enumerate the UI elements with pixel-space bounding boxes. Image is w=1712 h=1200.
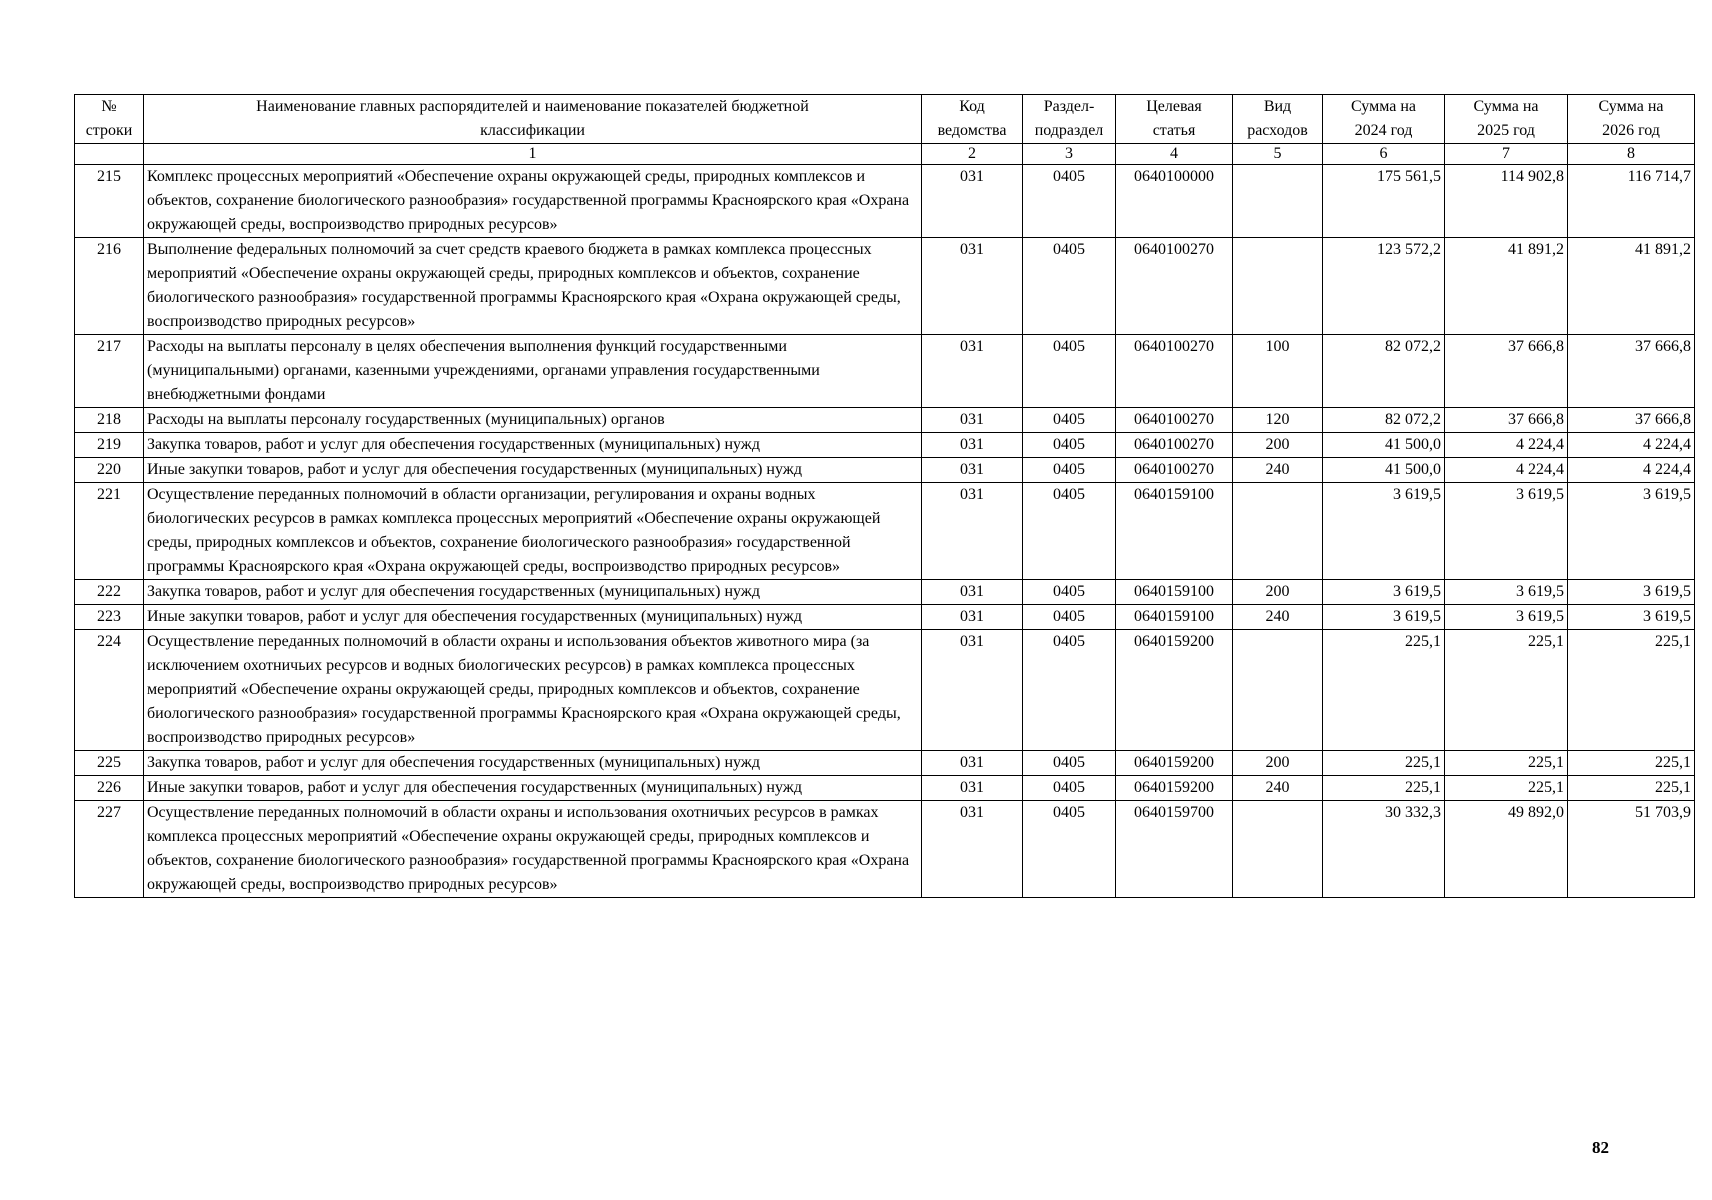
row-sum-2026: 225,1 (1568, 776, 1695, 801)
row-name: Иные закупки товаров, работ и услуг для обеспечения государственных (муниципальных) нужд (144, 605, 922, 630)
row-target: 0640100270 (1116, 458, 1233, 483)
row-dept-code: 031 (922, 483, 1023, 580)
row-number: 221 (75, 483, 144, 580)
row-sum-2025: 114 902,8 (1445, 165, 1568, 238)
row-expense-type (1233, 630, 1323, 751)
row-section: 0405 (1023, 801, 1116, 898)
header-dept-code: Код ведомства (922, 95, 1023, 144)
table-row (75, 408, 1695, 433)
row-section: 0405 (1023, 483, 1116, 580)
column-number: 2 (922, 144, 1023, 165)
row-number: 219 (75, 433, 144, 458)
column-number: 7 (1445, 144, 1568, 165)
row-dept-code: 031 (922, 458, 1023, 483)
row-expense-type: 120 (1233, 408, 1323, 433)
row-target: 0640100270 (1116, 335, 1233, 408)
row-sum-2025: 4 224,4 (1445, 433, 1568, 458)
row-target: 0640159100 (1116, 605, 1233, 630)
header-sum-2024: Сумма на 2024 год (1323, 95, 1445, 144)
row-number: 216 (75, 238, 144, 335)
row-expense-type: 100 (1233, 335, 1323, 408)
row-sum-2026: 3 619,5 (1568, 580, 1695, 605)
row-expense-type (1233, 801, 1323, 898)
row-dept-code: 031 (922, 776, 1023, 801)
row-expense-type: 200 (1233, 751, 1323, 776)
row-dept-code: 031 (922, 433, 1023, 458)
row-sum-2026: 37 666,8 (1568, 335, 1695, 408)
header-sum-2026: Сумма на 2026 год (1568, 95, 1695, 144)
row-dept-code: 031 (922, 751, 1023, 776)
row-sum-2025: 3 619,5 (1445, 605, 1568, 630)
row-number: 227 (75, 801, 144, 898)
row-name: Расходы на выплаты персоналу в целях обеспечения выполнения функций государственными (муниципальными) органами, казенными учреждениями, органами управления государственными внебюджетными фондами (144, 335, 922, 408)
row-name: Расходы на выплаты персоналу государственных (муниципальных) органов (144, 408, 922, 433)
row-sum-2026: 4 224,4 (1568, 433, 1695, 458)
row-section: 0405 (1023, 751, 1116, 776)
row-dept-code: 031 (922, 630, 1023, 751)
header-expense-type: Вид расходов (1233, 95, 1323, 144)
row-name: Иные закупки товаров, работ и услуг для обеспечения государственных (муниципальных) нужд (144, 776, 922, 801)
column-number: 1 (144, 144, 922, 165)
row-sum-2026: 225,1 (1568, 630, 1695, 751)
budget-table (74, 94, 1695, 898)
row-sum-2025: 49 892,0 (1445, 801, 1568, 898)
row-name: Закупка товаров, работ и услуг для обеспечения государственных (муниципальных) нужд (144, 580, 922, 605)
row-section: 0405 (1023, 335, 1116, 408)
row-number: 215 (75, 165, 144, 238)
row-section: 0405 (1023, 630, 1116, 751)
row-section: 0405 (1023, 605, 1116, 630)
row-expense-type (1233, 165, 1323, 238)
table-row (75, 776, 1695, 801)
row-sum-2025: 225,1 (1445, 630, 1568, 751)
row-name: Закупка товаров, работ и услуг для обеспечения государственных (муниципальных) нужд (144, 751, 922, 776)
row-sum-2024: 175 561,5 (1323, 165, 1445, 238)
row-target: 0640159100 (1116, 483, 1233, 580)
row-target: 0640100270 (1116, 238, 1233, 335)
row-sum-2026: 51 703,9 (1568, 801, 1695, 898)
row-expense-type: 240 (1233, 605, 1323, 630)
table-row (75, 483, 1695, 580)
table-row (75, 458, 1695, 483)
row-dept-code: 031 (922, 408, 1023, 433)
column-number: 3 (1023, 144, 1116, 165)
row-sum-2026: 41 891,2 (1568, 238, 1695, 335)
row-expense-type: 240 (1233, 458, 1323, 483)
row-sum-2024: 41 500,0 (1323, 458, 1445, 483)
row-section: 0405 (1023, 776, 1116, 801)
row-name: Выполнение федеральных полномочий за счет средств краевого бюджета в рамках комплекса процессных мероприятий «Обеспечение охраны окружающей среды, природных комплексов и объектов, сохранение биологического разнообразия» государственной программы Красноярского края «Охрана окружающей среды, воспроизводство природных ресурсов» (144, 238, 922, 335)
column-number: 4 (1116, 144, 1233, 165)
row-sum-2024: 123 572,2 (1323, 238, 1445, 335)
row-sum-2026: 225,1 (1568, 751, 1695, 776)
row-sum-2024: 30 332,3 (1323, 801, 1445, 898)
row-name: Комплекс процессных мероприятий «Обеспечение охраны окружающей среды, природных комплексов и объектов, сохранение биологического разнообразия» государственной программы Красноярского края «Охрана окружающей среды, воспроизводство природных ресурсов» (144, 165, 922, 238)
row-sum-2025: 37 666,8 (1445, 335, 1568, 408)
row-sum-2026: 3 619,5 (1568, 605, 1695, 630)
row-name: Иные закупки товаров, работ и услуг для обеспечения государственных (муниципальных) нужд (144, 458, 922, 483)
row-expense-type: 240 (1233, 776, 1323, 801)
column-number: 8 (1568, 144, 1695, 165)
row-section: 0405 (1023, 580, 1116, 605)
row-sum-2025: 37 666,8 (1445, 408, 1568, 433)
row-section: 0405 (1023, 408, 1116, 433)
table-row (75, 335, 1695, 408)
row-sum-2026: 3 619,5 (1568, 483, 1695, 580)
row-number: 225 (75, 751, 144, 776)
row-section: 0405 (1023, 238, 1116, 335)
row-name: Закупка товаров, работ и услуг для обеспечения государственных (муниципальных) нужд (144, 433, 922, 458)
header-sum-2025: Сумма на 2025 год (1445, 95, 1568, 144)
row-section: 0405 (1023, 165, 1116, 238)
row-dept-code: 031 (922, 801, 1023, 898)
row-target: 0640159200 (1116, 776, 1233, 801)
column-number (75, 144, 144, 165)
row-sum-2026: 116 714,7 (1568, 165, 1695, 238)
row-target: 0640159100 (1116, 580, 1233, 605)
row-dept-code: 031 (922, 335, 1023, 408)
row-sum-2025: 3 619,5 (1445, 483, 1568, 580)
row-expense-type: 200 (1233, 433, 1323, 458)
row-sum-2026: 37 666,8 (1568, 408, 1695, 433)
row-name: Осуществление переданных полномочий в области охраны и использования объектов животного мира (за исключением охотничьих ресурсов и водных биологических ресурсов) в рамках комплекса процессных мероприятий «Обеспечение охраны окружающей среды, природных комплексов и объектов, сохранение биологического разнообразия» государственной программы Красноярского края «Охрана окружающей среды, воспроизводство природных ресурсов» (144, 630, 922, 751)
row-sum-2024: 82 072,2 (1323, 408, 1445, 433)
row-dept-code: 031 (922, 605, 1023, 630)
header-row-no: № строки (75, 95, 144, 144)
table-row (75, 605, 1695, 630)
column-number: 6 (1323, 144, 1445, 165)
row-sum-2025: 225,1 (1445, 776, 1568, 801)
row-sum-2024: 225,1 (1323, 630, 1445, 751)
row-target: 0640159700 (1116, 801, 1233, 898)
header-name: Наименование главных распорядителей и наименование показателей бюджетной классификации (144, 95, 922, 144)
row-section: 0405 (1023, 458, 1116, 483)
table-row (75, 751, 1695, 776)
row-sum-2025: 225,1 (1445, 751, 1568, 776)
row-expense-type (1233, 483, 1323, 580)
table-row (75, 630, 1695, 751)
row-number: 223 (75, 605, 144, 630)
page-number: 82 (1592, 1138, 1609, 1157)
row-number: 224 (75, 630, 144, 751)
column-number: 5 (1233, 144, 1323, 165)
header-target: Целевая статья (1116, 95, 1233, 144)
table-row (75, 580, 1695, 605)
row-dept-code: 031 (922, 238, 1023, 335)
row-expense-type: 200 (1233, 580, 1323, 605)
row-target: 0640100270 (1116, 433, 1233, 458)
row-name: Осуществление переданных полномочий в области организации, регулирования и охраны водных биологических ресурсов в рамках комплекса процессных мероприятий «Обеспечение охраны окружающей среды, природных комплексов и объектов, сохранение биологического разнообразия» государственной программы Красноярского края «Охрана окружающей среды, воспроизводство природных ресурсов» (144, 483, 922, 580)
table-row (75, 165, 1695, 238)
table-body (75, 165, 1695, 898)
row-target: 0640100000 (1116, 165, 1233, 238)
row-sum-2024: 41 500,0 (1323, 433, 1445, 458)
table-header-row (75, 95, 1695, 144)
table-row (75, 801, 1695, 898)
column-number-row (75, 144, 1695, 165)
row-number: 220 (75, 458, 144, 483)
row-sum-2024: 3 619,5 (1323, 580, 1445, 605)
row-sum-2024: 3 619,5 (1323, 483, 1445, 580)
row-dept-code: 031 (922, 165, 1023, 238)
row-target: 0640100270 (1116, 408, 1233, 433)
row-sum-2025: 3 619,5 (1445, 580, 1568, 605)
row-sum-2026: 4 224,4 (1568, 458, 1695, 483)
row-number: 226 (75, 776, 144, 801)
row-target: 0640159200 (1116, 751, 1233, 776)
row-number: 222 (75, 580, 144, 605)
row-number: 217 (75, 335, 144, 408)
row-sum-2025: 41 891,2 (1445, 238, 1568, 335)
row-section: 0405 (1023, 433, 1116, 458)
row-sum-2024: 225,1 (1323, 776, 1445, 801)
table-row (75, 238, 1695, 335)
row-number: 218 (75, 408, 144, 433)
row-name: Осуществление переданных полномочий в области охраны и использования охотничьих ресурсов в рамках комплекса процессных мероприятий «Обеспечение охраны окружающей среды, природных комплексов и объектов, сохранение биологического разнообразия» государственной программы Красноярского края «Охрана окружающей среды, воспроизводство природных ресурсов» (144, 801, 922, 898)
row-sum-2024: 82 072,2 (1323, 335, 1445, 408)
row-sum-2024: 3 619,5 (1323, 605, 1445, 630)
row-target: 0640159200 (1116, 630, 1233, 751)
table-row (75, 433, 1695, 458)
header-section: Раздел- подраздел (1023, 95, 1116, 144)
row-sum-2025: 4 224,4 (1445, 458, 1568, 483)
row-dept-code: 031 (922, 580, 1023, 605)
row-sum-2024: 225,1 (1323, 751, 1445, 776)
row-expense-type (1233, 238, 1323, 335)
